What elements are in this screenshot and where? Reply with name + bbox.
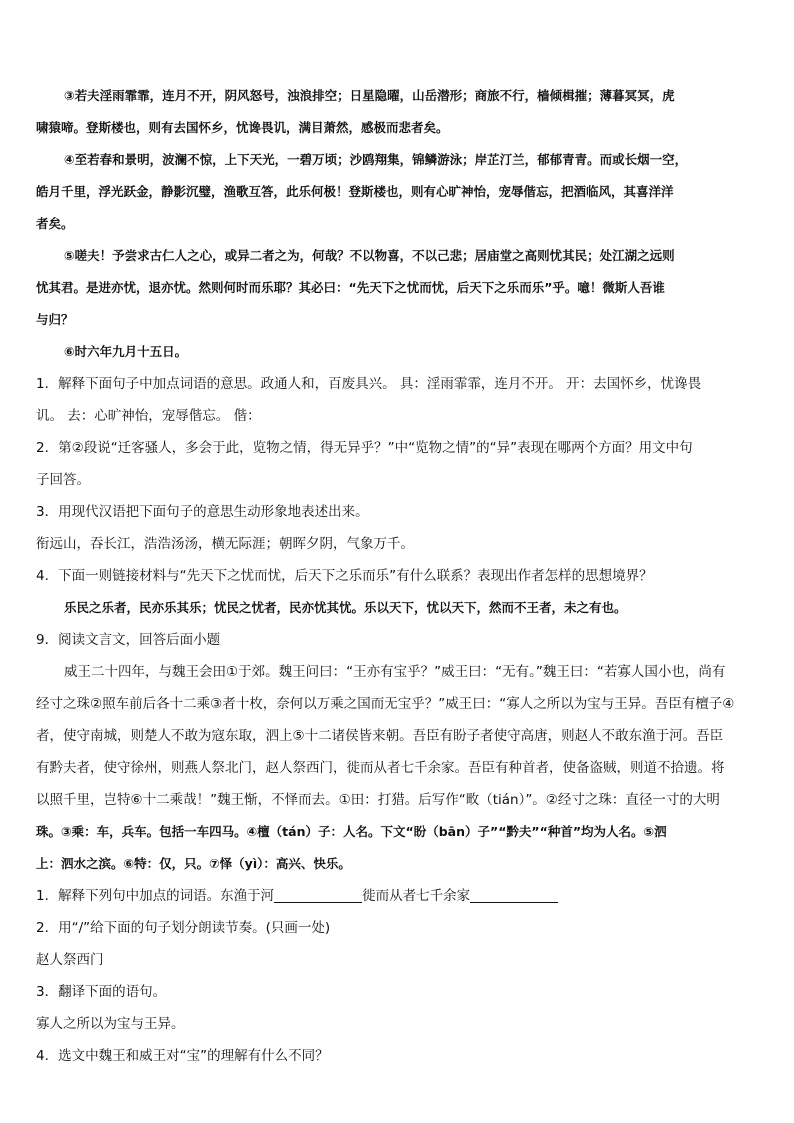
sub-question-1-part-b: 徙而从者七千余家 [362, 888, 471, 904]
link-material: 乐民之乐者，民亦乐其乐；忧民之忧者，民亦忧其忧。乐以天下，忧以天下，然而不王者，未之有也。 [64, 600, 627, 615]
paragraph-6: ⑥时六年九月十五日。 [64, 344, 188, 359]
sub-question-3-sentence: 寡人之所以为宝与王异。 [36, 1016, 185, 1032]
paragraph-5-line-2: 忧其君。是进亦忧，退亦忧。然则何时而乐耶？其必曰：“先天下之忧而忧，后天下之乐而乐”乎。噫！微斯人吾谁 [36, 280, 665, 295]
passage-line-1: 威王二十四年，与魏王会田①于郊。魏王问曰：“王亦有宝乎？”威王曰：“无有。”魏王曰：“若寡人国小也，尚有 [64, 664, 726, 680]
paragraph-5-line-1: ⑤嗟夫！予尝求古仁人之心，或异二者之为，何哉？不以物喜，不以己悲；居庙堂之高则忧其民；处江湖之远则 [64, 248, 675, 263]
answer-blank-1[interactable] [274, 888, 362, 903]
paragraph-3-line-2: 啸猿啼。登斯楼也，则有去国怀乡，忧谗畏讥，满目萧然，感极而悲者矣。 [36, 120, 449, 135]
paragraph-4-line-1: ④至若春和景明，波澜不惊，上下天光，一碧万顷；沙鸥翔集，锦鳞游泳；岸芷汀兰，郁郁青青。而或长烟一空， [64, 152, 688, 167]
sub-question-2-sentence: 赵人祭西门 [36, 952, 104, 968]
sub-question-1-part-a: 1．解释下列句中加点的词语。东渔于河 [36, 888, 275, 904]
question-1-line-2: 讥。 去：心旷神怡，宠辱偕忘。 偕： [36, 408, 261, 424]
question-1-line-1: 1．解释下面句子中加点词语的意思。政通人和，百废具兴。 具：淫雨霏霏，连月不开。 开：去国怀乡，忧谗畏 [36, 376, 702, 392]
paragraph-4-line-3: 者矣。 [36, 216, 74, 231]
sub-question-4: 4．选文中魏王和威王对“宝”的理解有什么不同？ [36, 1048, 329, 1064]
question-2-line-1: 2．第②段说“迁客骚人，多会于此，览物之情，得无异乎？”中“览物之情”的“异”表现在哪两个方面？用文中句 [36, 440, 693, 456]
sub-question-1 [36, 880, 746, 912]
passage-line-4: 有黔夫者，使守徐州，则燕人祭北门，赵人祭西门，徙而从者七千余家。吾臣有种首者，使备盗贼，则道不拾遗。将 [36, 760, 725, 776]
notes-line-1: 珠。③乘：车，兵车。包括一车四马。④檀（tán）子：人名。下文“盼（bān）子”“黔夫”“种首”均为人名。⑤泗 [36, 824, 667, 839]
sub-question-2: 2．用“/”给下面的句子划分朗读节奏。(只画一处) [36, 920, 331, 936]
question-4: 4．下面一则链接材料与“先天下之忧而忧，后天下之乐而乐”有什么联系？表现出作者怎样的思想境界？ [36, 568, 653, 584]
question-3-sentence: 衔远山，吞长江，浩浩汤汤，横无际涯；朝晖夕阴，气象万千。 [36, 536, 414, 552]
paragraph-3-line-1: ③若夫淫雨霏霏，连月不开，阴风怒号，浊浪排空；日星隐曜，山岳潜形；商旅不行，樯倾楫摧；薄暮冥冥，虎 [64, 88, 675, 103]
paragraph-4-line-2: 皓月千里，浮光跃金，静影沉璧，渔歌互答，此乐何极！登斯楼也，则有心旷神怡，宠辱偕忘，把酒临风，其喜洋洋 [36, 184, 674, 199]
answer-blank-2[interactable] [470, 888, 558, 903]
section-9-heading: 9．阅读文言文，回答后面小题 [36, 632, 221, 648]
sub-question-3: 3．翻译下面的语句。 [36, 984, 167, 1000]
paragraph-5-line-3: 与归？ [36, 312, 74, 327]
passage-line-2: 经寸之珠②照车前后各十二乘③者十枚，奈何以万乘之国而无宝乎？”威王曰：“寡人之所以为宝与王异。吾臣有檀子④ [36, 696, 735, 712]
question-2-line-2: 子回答。 [36, 472, 90, 488]
passage-line-3: 者，使守南城，则楚人不敢为寇东取，泗上⑤十二诸侯皆来朝。吾臣有盼子者使守高唐，则赵人不敢东渔于河。吾臣 [36, 728, 724, 744]
question-3: 3．用现代汉语把下面句子的意思生动形象地表述出来。 [36, 504, 369, 520]
passage-line-5: 以照千里，岂特⑥十二乘哉！”魏王惭，不怿而去。①田：打猎。后写作“畋（tián）”。②经寸之珠：直径一寸的大明 [36, 792, 720, 808]
notes-line-2: 上：泗水之滨。⑥特：仅，只。⑦怿（yì）：高兴、快乐。 [36, 856, 351, 871]
